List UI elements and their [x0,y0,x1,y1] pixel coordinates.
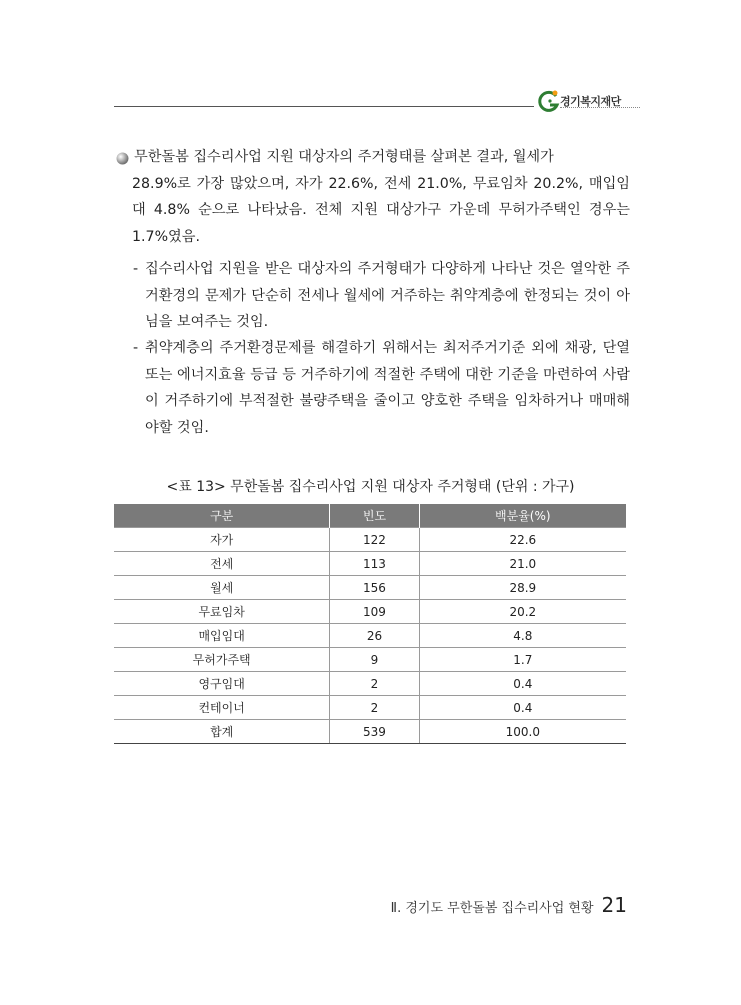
cell-category: 영구임대 [114,672,330,696]
logo-subtitle-decoration [560,107,640,111]
column-header-percent: 백분율(%) [419,504,626,528]
cell-percent: 20.2 [419,600,626,624]
cell-category: 합계 [114,720,330,744]
table-row [114,552,626,576]
cell-category: 월세 [114,576,330,600]
table-row [114,624,626,648]
cell-frequency: 9 [330,648,419,672]
page-number: 21 [601,893,627,917]
sub-point-dash-2: - [133,340,139,356]
foundation-logo-icon [536,88,562,114]
cell-category: 전세 [114,552,330,576]
cell-frequency: 113 [330,552,419,576]
cell-percent: 28.9 [419,576,626,600]
cell-percent: 1.7 [419,648,626,672]
cell-percent: 4.8 [419,624,626,648]
footer-section-title: Ⅱ. 경기도 무한돌봄 집수리사업 현황 [390,901,594,916]
table-row [114,696,626,720]
cell-frequency: 122 [330,528,419,552]
table-row [114,576,626,600]
column-header-frequency: 빈도 [330,504,419,528]
cell-category: 자가 [114,528,330,552]
main-paragraph [134,144,630,250]
main-paragraph-rest: 28.9%로 가장 많았으며, 자가 22.6%, 전세 21.0%, 무료임차 20.2%, 매입임대 4.8% 순으로 나타났음. 전체 지원 대상가구 가운데 무허가주택인 경우는 1.7%였음. [132,175,630,245]
table-row [114,528,626,552]
page-footer [391,893,627,917]
sub-point-dash-1: - [133,261,139,277]
foundation-logo [536,88,656,118]
sphere-bullet-icon [116,152,129,165]
sub-point-1: 집수리사업 지원을 받은 대상자의 주거형태가 다양하게 나타난 것은 열악한 주거환경의 문제가 단순히 전세나 월세에 거주하는 취약계층에 한정되는 것이 아님을 보여주는 것임. [145,261,630,330]
cell-category: 무료임차 [114,600,330,624]
cell-frequency: 2 [330,696,419,720]
table-header-row [114,504,626,528]
cell-frequency: 156 [330,576,419,600]
main-paragraph-first-line: 무한돌봄 집수리사업 지원 대상자의 주거형태를 살펴본 결과, 월세가 [134,149,554,165]
sub-point-2: 취약계층의 주거환경문제를 해결하기 위해서는 최저주거기준 외에 채광, 단열 또는 에너지효율 등급 등 거주하기에 적절한 주택에 대한 기준을 마련하여 사람이 거주하기에 부적절한 불량주택을 줄이고 양호한 주택을 임차하거나 매매해야할 것임. [145,340,630,436]
table-row [114,648,626,672]
table-total-row [114,720,626,744]
cell-percent: 22.6 [419,528,626,552]
cell-category: 매입임대 [114,624,330,648]
cell-frequency: 2 [330,672,419,696]
cell-frequency: 539 [330,720,419,744]
table-row [114,600,626,624]
logo-name: 경기복지재단 [560,95,621,108]
table-row [114,672,626,696]
cell-frequency: 26 [330,624,419,648]
cell-percent: 100.0 [419,720,626,744]
column-header-category: 구분 [114,504,330,528]
cell-category: 컨테이너 [114,696,330,720]
header-rule [114,106,534,107]
cell-percent: 0.4 [419,696,626,720]
cell-category: 무허가주택 [114,648,330,672]
table-caption: <표 13> 무한돌봄 집수리사업 지원 대상자 주거형태 (단위 : 가구) [166,479,575,495]
cell-percent: 0.4 [419,672,626,696]
cell-percent: 21.0 [419,552,626,576]
housing-type-table [114,504,626,744]
cell-frequency: 109 [330,600,419,624]
